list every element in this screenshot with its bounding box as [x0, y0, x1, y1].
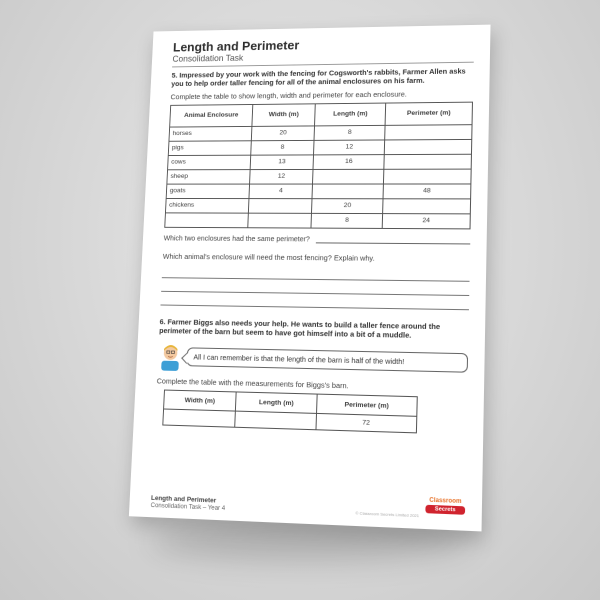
question-6-heading: 6. Farmer Biggs also needs your help. He wants to build a taller fence around the perimeter of the barn but seem to have got himself into a bit of a muddle. [159, 316, 441, 340]
perimeter-cell[interactable] [385, 124, 472, 139]
animal-cell: horses [169, 126, 252, 141]
length-cell[interactable]: 20 [312, 198, 383, 213]
same-perimeter-answer-line[interactable] [316, 233, 471, 244]
animal-cell [165, 212, 249, 227]
copyright-text: © Classroom Secrets Limited 2021 [355, 510, 420, 519]
width-cell[interactable] [248, 198, 312, 213]
column-header: Width (m) [164, 390, 237, 411]
length-cell[interactable]: 16 [313, 154, 384, 169]
question-6-instruction: Complete the table with the measurements for Biggs's barn. [156, 376, 349, 391]
question-5-instruction: Complete the table to show length, width and perimeter for each enclosure. [170, 89, 407, 101]
column-header: Length (m) [315, 103, 386, 126]
length-cell[interactable] [312, 184, 383, 199]
page-footer [151, 487, 466, 523]
width-cell[interactable]: 13 [250, 154, 314, 169]
farmer-icon [157, 341, 183, 371]
width-cell[interactable] [163, 409, 236, 427]
table-row [167, 169, 471, 184]
table-row [168, 154, 472, 170]
question-5-heading: 5. Impressed by your work with the fencing for Cogsworth's rabbits, Farmer Allen asks you to help order taller fencing for all of the animal enclosures on his farm. [171, 66, 466, 89]
animal-cell: goats [166, 184, 249, 199]
table-row [168, 139, 471, 155]
length-cell[interactable]: 12 [314, 139, 385, 154]
table-header-row [170, 102, 473, 127]
barn-table [162, 390, 417, 434]
length-cell[interactable] [235, 411, 317, 430]
footer-text [151, 495, 226, 512]
worksheet-page [129, 25, 491, 532]
logo-top-text: Classroom [429, 497, 462, 506]
width-cell[interactable] [248, 213, 312, 228]
column-header: Length (m) [236, 392, 318, 413]
width-cell[interactable]: 8 [251, 140, 315, 155]
table-row [165, 212, 471, 228]
perimeter-cell[interactable]: 72 [316, 413, 417, 432]
column-header: Perimeter (m) [317, 394, 417, 416]
animal-cell: chickens [165, 198, 249, 213]
width-cell[interactable]: 20 [251, 125, 315, 140]
same-perimeter-question [164, 232, 471, 244]
page-subtitle: Consolidation Task [172, 49, 474, 67]
same-perimeter-text: Which two enclosures had the same perimeter? [163, 233, 311, 243]
page-title: Length and Perimeter [172, 37, 300, 55]
column-header: Perimeter (m) [385, 102, 472, 125]
perimeter-cell[interactable] [385, 139, 472, 154]
logo-bottom-text: Secrets [425, 505, 465, 515]
footer-title: Length and Perimeter [150, 494, 217, 505]
perimeter-cell[interactable] [384, 154, 471, 169]
perimeter-cell[interactable]: 24 [382, 213, 470, 228]
animal-cell: pigs [168, 140, 251, 155]
enclosure-table [164, 101, 473, 229]
perimeter-cell[interactable] [384, 169, 471, 184]
farmer-avatar [157, 341, 183, 371]
column-header: Animal Enclosure [170, 104, 253, 127]
table-row [165, 198, 470, 213]
perimeter-cell[interactable] [383, 198, 471, 213]
footer-subtitle: Consolidation Task – Year 4 [150, 501, 226, 513]
length-cell[interactable] [313, 169, 384, 184]
table-row [166, 183, 471, 198]
speech-row [157, 341, 468, 378]
classroom-secrets-logo [425, 497, 465, 522]
length-cell[interactable]: 8 [311, 213, 383, 228]
width-cell[interactable]: 4 [249, 184, 313, 199]
perimeter-cell[interactable]: 48 [383, 183, 471, 198]
animal-cell: cows [168, 155, 251, 170]
column-header: Width (m) [252, 103, 316, 126]
most-fencing-question: Which animal's enclosure will need the most fencing? Explain why. [162, 251, 375, 263]
length-cell[interactable]: 8 [314, 125, 385, 140]
animal-cell: sheep [167, 169, 250, 184]
width-cell[interactable]: 12 [250, 169, 314, 184]
answer-line[interactable] [160, 291, 469, 309]
speech-bubble: All I can remember is that the length of the barn is half of the width! [186, 347, 468, 372]
